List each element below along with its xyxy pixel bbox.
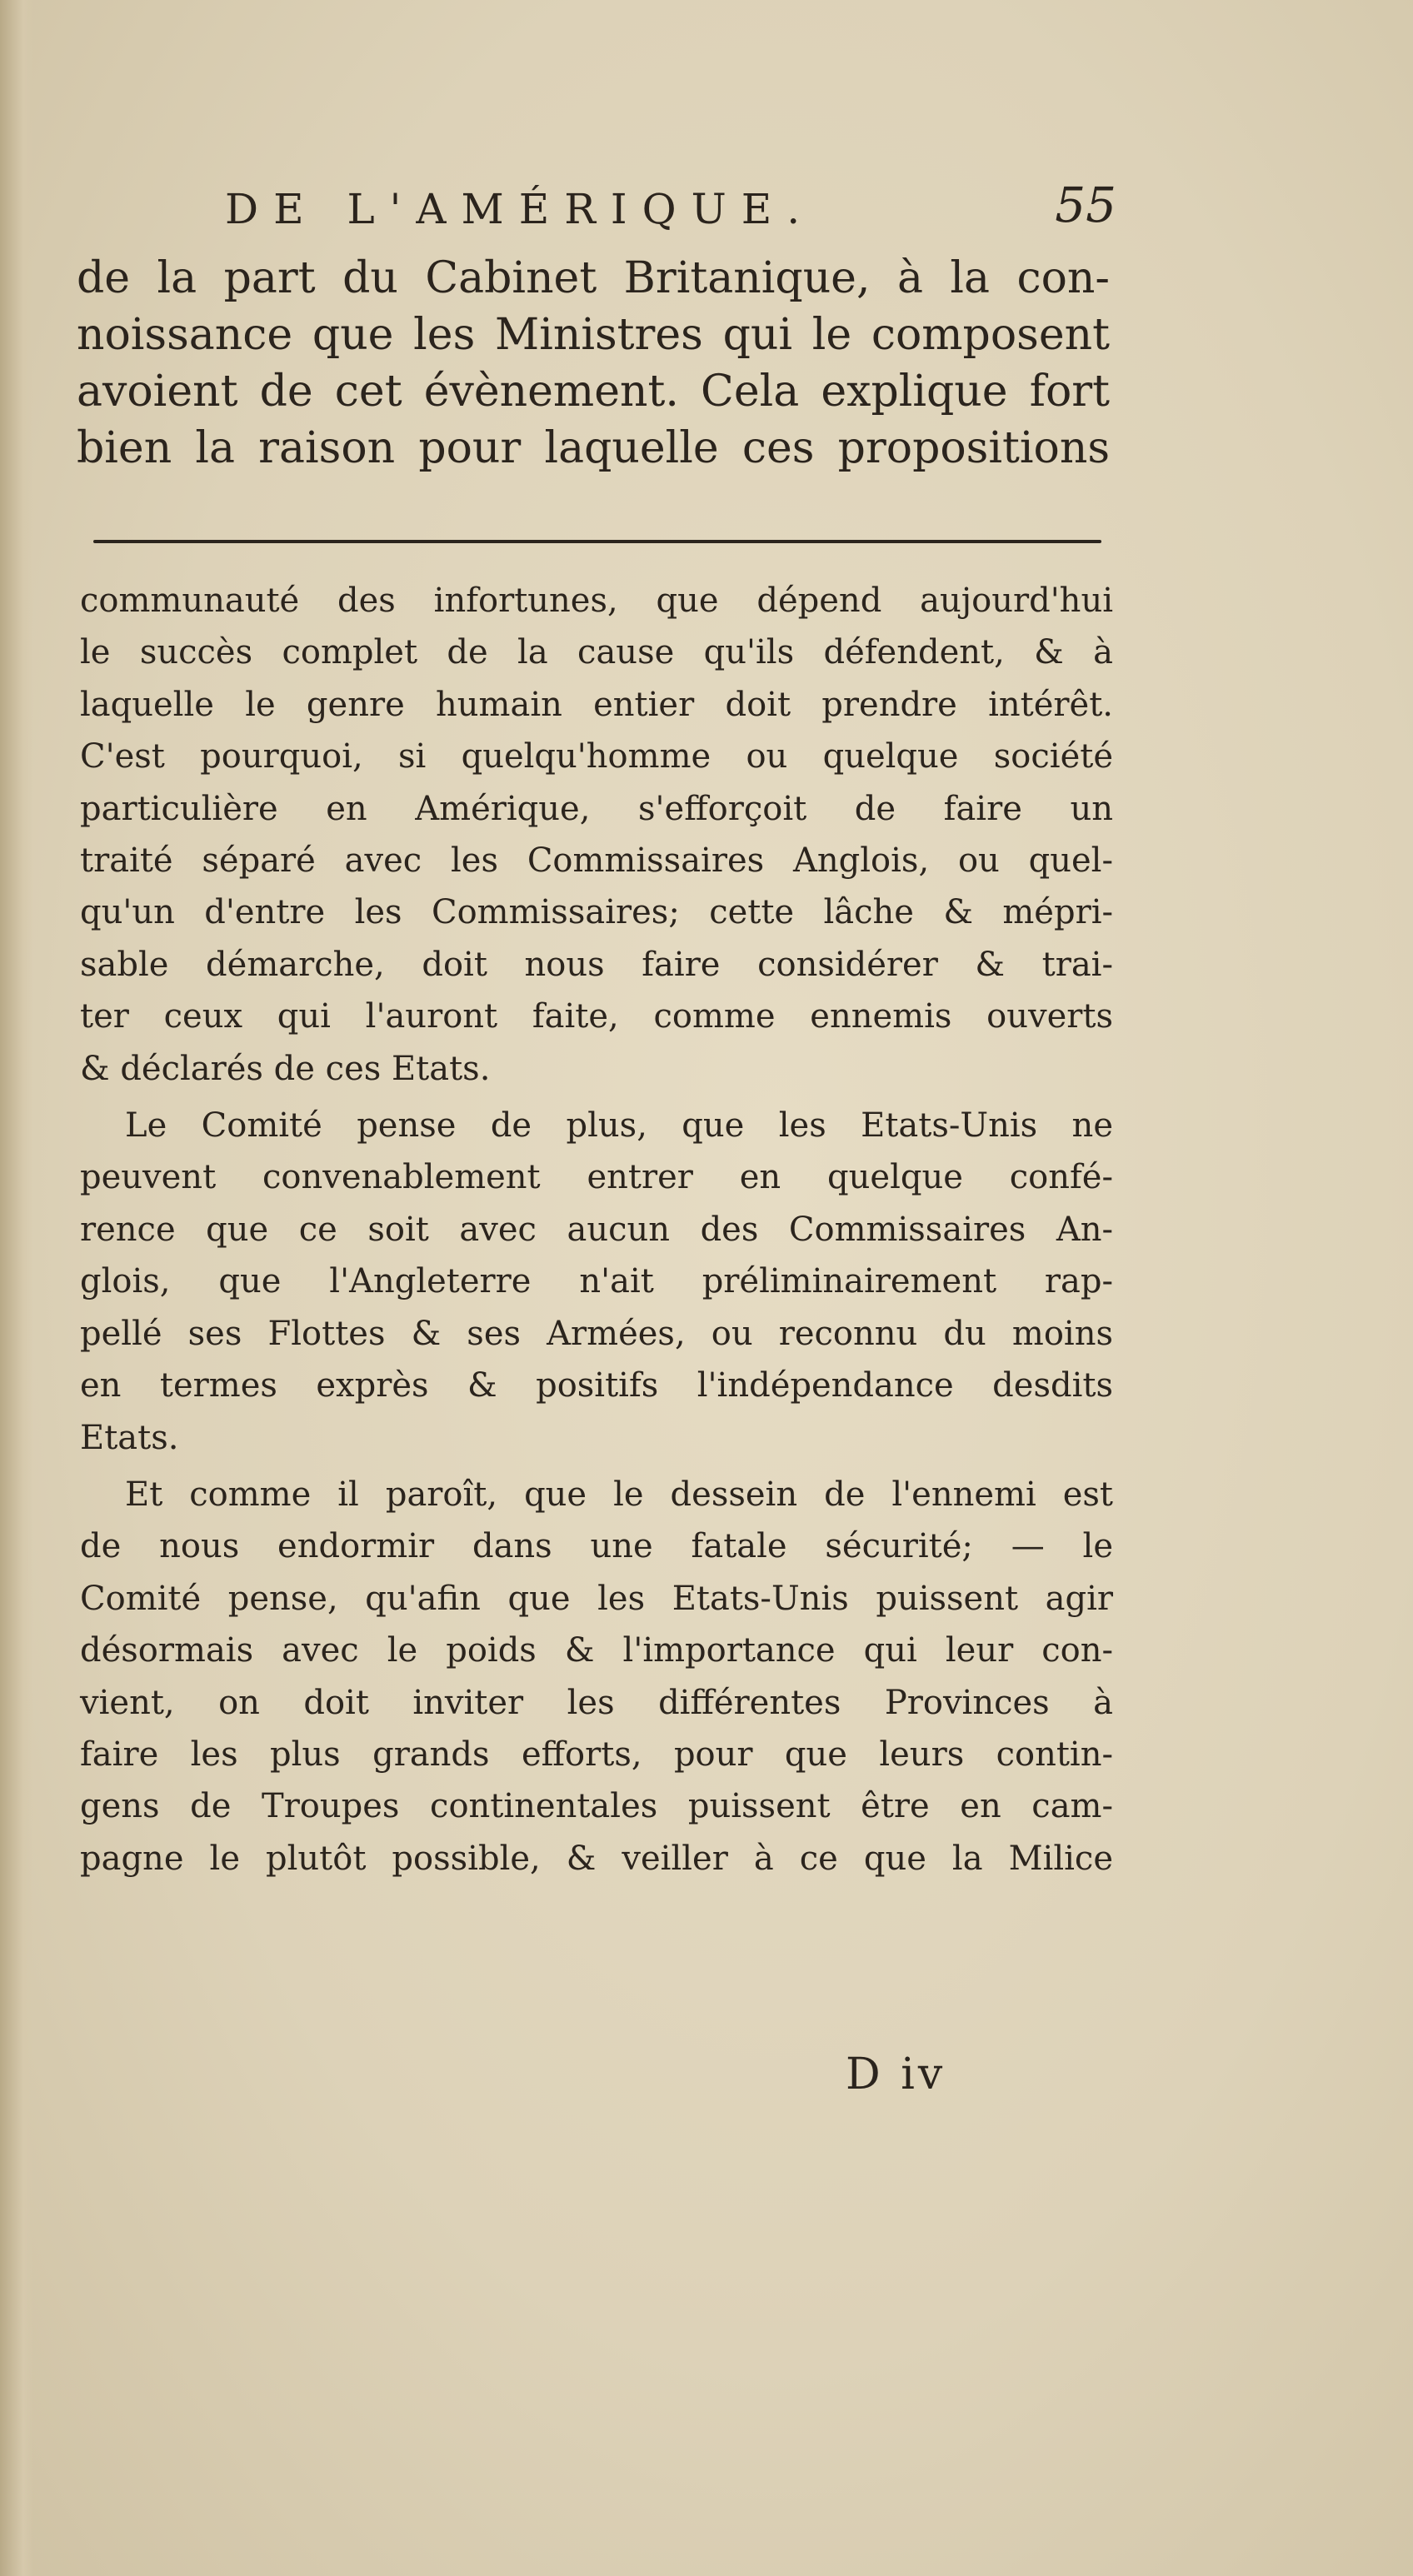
- text-line: Comité pense, qu'afin que les Etats-Unis puissent agir: [80, 1579, 1113, 1618]
- page-number: 55: [1055, 177, 1116, 233]
- text-line: qu'un d'entre les Commissaires; cette lâche & mépri-: [80, 893, 1113, 932]
- text-line: le succès complet de la cause qu'ils défendent, & à: [80, 633, 1113, 672]
- text-line: peuvent convenablement entrer en quelque confé-: [80, 1158, 1113, 1197]
- text-line: noissance que les Ministres qui le composent: [77, 310, 1110, 360]
- paragraph-1: [80, 575, 1113, 1095]
- text-line: bien la raison pour laquelle ces propositions: [77, 423, 1110, 473]
- text-line: laquelle le genre humain entier doit prendre intérêt.: [80, 685, 1113, 724]
- text-line: pagne le plutôt possible, & veiller à ce que la Milice: [80, 1839, 1113, 1878]
- paragraph-3: [80, 1469, 1113, 1885]
- page-header: [192, 177, 1133, 235]
- text-line: ter ceux qui l'auront faite, comme ennemis ouverts: [80, 997, 1113, 1036]
- text-line: glois, que l'Angleterre n'ait préliminairement rap-: [80, 1262, 1113, 1301]
- footnote-text-block: [80, 575, 1113, 1890]
- text-line: communauté des infortunes, que dépend aujourd'hui: [80, 582, 1113, 620]
- text-line: de nous endormir dans une fatale sécurité; — le: [80, 1527, 1113, 1566]
- text-line: gens de Troupes continentales puissent être en cam-: [80, 1787, 1113, 1826]
- footnote-rule: [93, 540, 1101, 543]
- text-line: vient, on doit inviter les différentes Provinces à: [80, 1683, 1113, 1722]
- text-line: C'est pourquoi, si quelqu'homme ou quelque société: [80, 737, 1113, 776]
- text-line: & déclarés de ces Etats.: [80, 1049, 491, 1088]
- text-line: rence que ce soit avec aucun des Commissaires An-: [80, 1210, 1113, 1249]
- running-head: DE L'AMÉRIQUE.: [225, 185, 816, 233]
- text-line: traité séparé avec les Commissaires Anglois, ou quel-: [80, 841, 1113, 881]
- text-line: faire les plus grands efforts, pour que leurs contin-: [80, 1735, 1113, 1774]
- paragraph-2: [80, 1100, 1113, 1464]
- text-line: en termes exprès & positifs l'indépendance desdits: [80, 1366, 1113, 1405]
- signature-mark: D iv: [846, 2049, 946, 2099]
- page-gutter: [0, 0, 33, 2576]
- text-line: Le Comité pense de plus, que les Etats-Unis ne: [125, 1106, 1113, 1146]
- text-line: Et comme il paroît, que le dessein de l'ennemi est: [125, 1475, 1113, 1514]
- text-line: de la part du Cabinet Britanique, à la con-: [77, 253, 1110, 303]
- text-line: particulière en Amérique, s'efforçoit de faire un: [80, 789, 1113, 828]
- text-line: sable démarche, doit nous faire considérer & trai-: [80, 945, 1113, 984]
- main-text-block: [77, 250, 1110, 477]
- text-line: pellé ses Flottes & ses Armées, ou reconnu du moins: [80, 1314, 1113, 1353]
- text-line: désormais avec le poids & l'importance qui leur con-: [80, 1631, 1113, 1670]
- text-line: avoient de cet évènement. Cela explique fort: [77, 367, 1110, 417]
- text-line: Etats.: [80, 1418, 179, 1457]
